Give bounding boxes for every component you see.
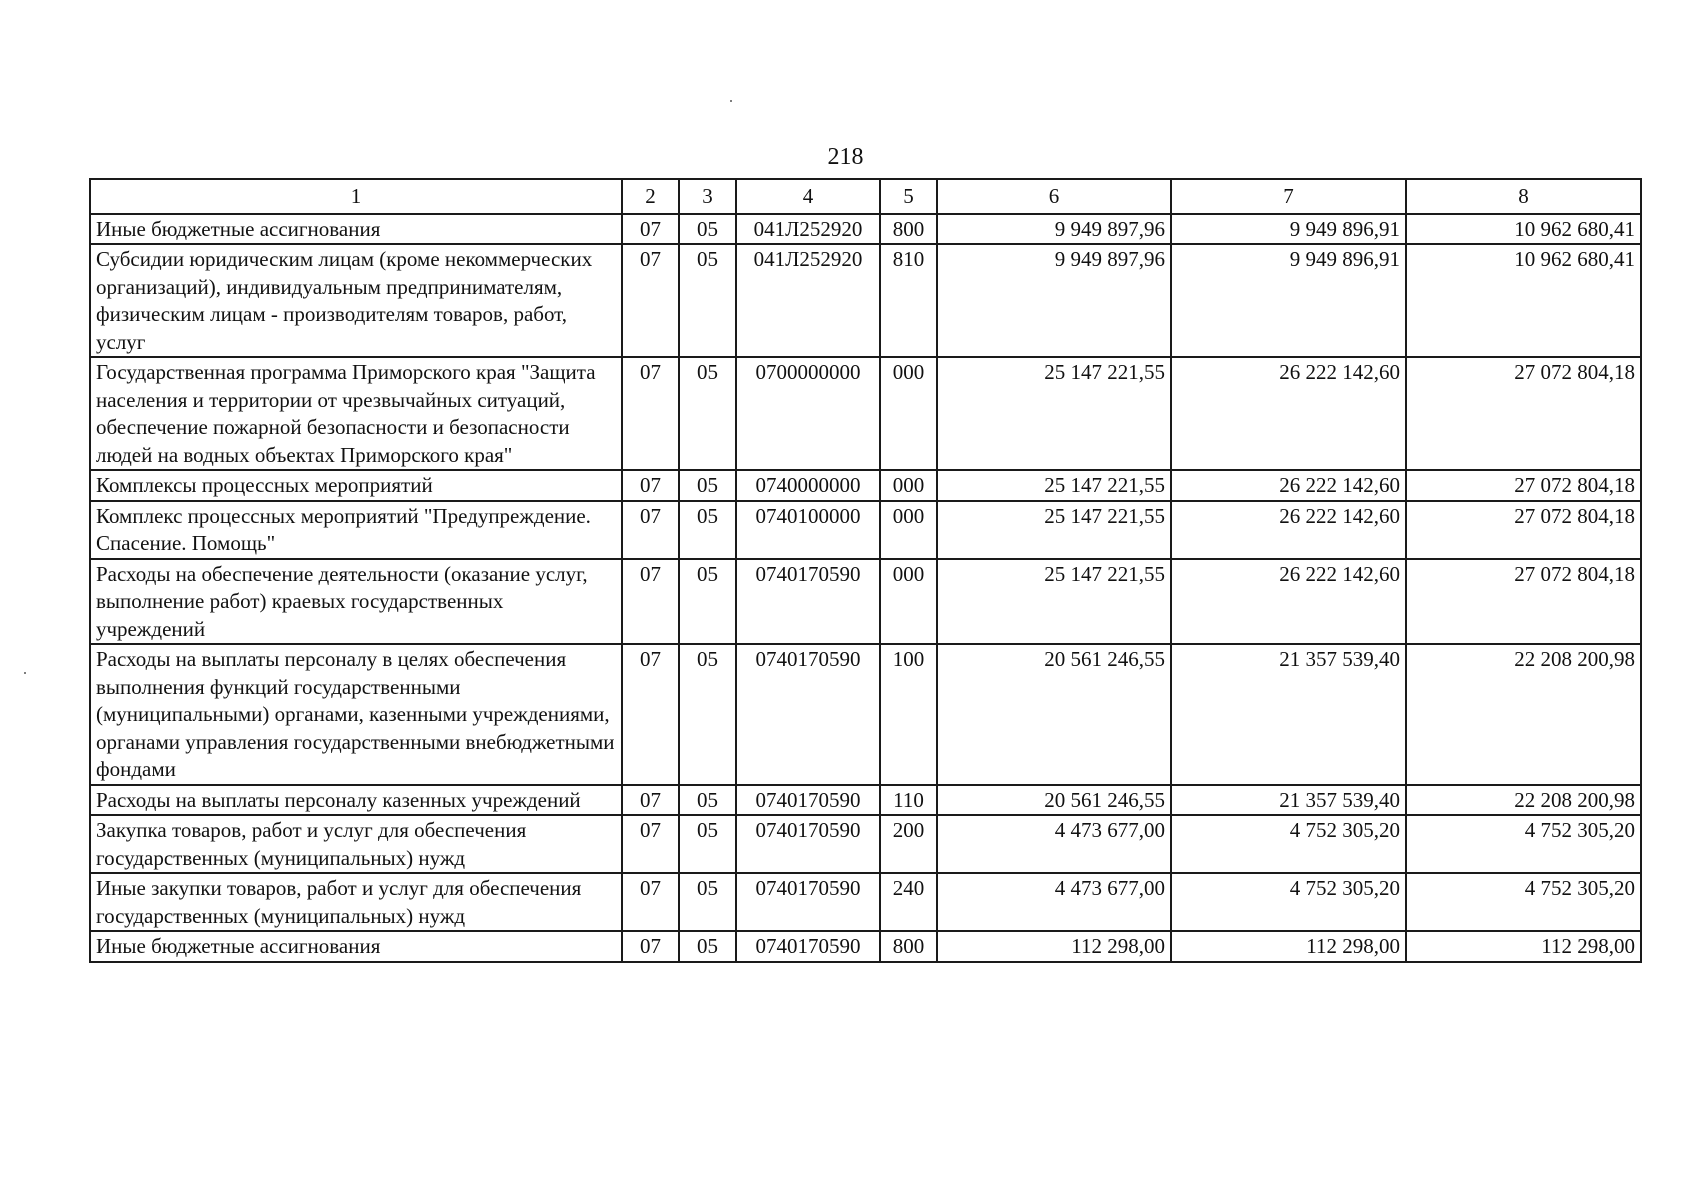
amount-col6: 4 473 677,00 [937, 873, 1171, 931]
amount-col8: 27 072 804,18 [1406, 501, 1641, 559]
section-code: 07 [622, 931, 679, 962]
expense-type-code: 200 [880, 815, 937, 873]
column-number: 8 [1406, 179, 1641, 214]
expense-name: Комплексы процессных мероприятий [90, 470, 622, 501]
section-code: 07 [622, 501, 679, 559]
section-code: 07 [622, 873, 679, 931]
amount-col6: 112 298,00 [937, 931, 1171, 962]
expense-name: Иные бюджетные ассигнования [90, 931, 622, 962]
table-row [90, 244, 1641, 357]
subsection-code: 05 [679, 785, 736, 816]
target-article-code: 0740170590 [736, 785, 880, 816]
table-row [90, 501, 1641, 559]
column-number: 7 [1171, 179, 1406, 214]
table-row [90, 644, 1641, 785]
scan-speck [730, 100, 732, 102]
table-row [90, 470, 1641, 501]
amount-col7: 9 949 896,91 [1171, 244, 1406, 357]
amount-col8: 10 962 680,41 [1406, 244, 1641, 357]
target-article-code: 0700000000 [736, 357, 880, 470]
expense-type-code: 000 [880, 357, 937, 470]
target-article-code: 0740000000 [736, 470, 880, 501]
amount-col6: 25 147 221,55 [937, 470, 1171, 501]
section-code: 07 [622, 785, 679, 816]
subsection-code: 05 [679, 244, 736, 357]
amount-col7: 26 222 142,60 [1171, 501, 1406, 559]
amount-col8: 27 072 804,18 [1406, 357, 1641, 470]
expense-type-code: 110 [880, 785, 937, 816]
subsection-code: 05 [679, 501, 736, 559]
section-code: 07 [622, 357, 679, 470]
amount-col6: 25 147 221,55 [937, 501, 1171, 559]
amount-col6: 25 147 221,55 [937, 559, 1171, 645]
page-number: 218 [827, 144, 864, 170]
scan-speck [24, 672, 26, 674]
expense-name: Расходы на выплаты персоналу казенных учреждений [90, 785, 622, 816]
amount-col8: 22 208 200,98 [1406, 785, 1641, 816]
budget-table [89, 178, 1642, 963]
expense-type-code: 240 [880, 873, 937, 931]
amount-col7: 4 752 305,20 [1171, 873, 1406, 931]
table-row [90, 357, 1641, 470]
subsection-code: 05 [679, 470, 736, 501]
amount-col7: 26 222 142,60 [1171, 470, 1406, 501]
section-code: 07 [622, 815, 679, 873]
subsection-code: 05 [679, 357, 736, 470]
column-number-row [90, 179, 1641, 214]
target-article-code: 041Л252920 [736, 214, 880, 245]
target-article-code: 0740170590 [736, 873, 880, 931]
target-article-code: 0740170590 [736, 644, 880, 785]
expense-type-code: 000 [880, 470, 937, 501]
amount-col6: 25 147 221,55 [937, 357, 1171, 470]
amount-col7: 9 949 896,91 [1171, 214, 1406, 245]
expense-name: Расходы на выплаты персоналу в целях обеспечения выполнения функций государственными (муниципальными) органами, казенными учреждениями, органами управления государственными внебюджетными фондами [90, 644, 622, 785]
amount-col7: 112 298,00 [1171, 931, 1406, 962]
table-row [90, 873, 1641, 931]
amount-col8: 22 208 200,98 [1406, 644, 1641, 785]
expense-type-code: 800 [880, 214, 937, 245]
column-number: 5 [880, 179, 937, 214]
amount-col8: 27 072 804,18 [1406, 470, 1641, 501]
target-article-code: 041Л252920 [736, 244, 880, 357]
subsection-code: 05 [679, 873, 736, 931]
amount-col8: 27 072 804,18 [1406, 559, 1641, 645]
expense-name: Закупка товаров, работ и услуг для обеспечения государственных (муниципальных) нужд [90, 815, 622, 873]
amount-col6: 9 949 897,96 [937, 244, 1171, 357]
column-number: 4 [736, 179, 880, 214]
subsection-code: 05 [679, 559, 736, 645]
table-row [90, 214, 1641, 245]
section-code: 07 [622, 214, 679, 245]
table-row [90, 931, 1641, 962]
table-row [90, 559, 1641, 645]
section-code: 07 [622, 244, 679, 357]
expense-type-code: 800 [880, 931, 937, 962]
expense-name: Комплекс процессных мероприятий "Предупреждение. Спасение. Помощь" [90, 501, 622, 559]
amount-col6: 9 949 897,96 [937, 214, 1171, 245]
expense-name: Расходы на обеспечение деятельности (оказание услуг, выполнение работ) краевых государственных учреждений [90, 559, 622, 645]
section-code: 07 [622, 644, 679, 785]
target-article-code: 0740170590 [736, 815, 880, 873]
expense-type-code: 810 [880, 244, 937, 357]
amount-col8: 112 298,00 [1406, 931, 1641, 962]
amount-col6: 20 561 246,55 [937, 785, 1171, 816]
table-row [90, 815, 1641, 873]
amount-col6: 4 473 677,00 [937, 815, 1171, 873]
amount-col8: 10 962 680,41 [1406, 214, 1641, 245]
subsection-code: 05 [679, 931, 736, 962]
amount-col8: 4 752 305,20 [1406, 873, 1641, 931]
section-code: 07 [622, 470, 679, 501]
amount-col7: 26 222 142,60 [1171, 559, 1406, 645]
expense-name: Иные закупки товаров, работ и услуг для обеспечения государственных (муниципальных) нужд [90, 873, 622, 931]
column-number: 1 [90, 179, 622, 214]
expense-type-code: 000 [880, 501, 937, 559]
amount-col7: 4 752 305,20 [1171, 815, 1406, 873]
amount-col7: 26 222 142,60 [1171, 357, 1406, 470]
expense-name: Иные бюджетные ассигнования [90, 214, 622, 245]
table-row [90, 785, 1641, 816]
section-code: 07 [622, 559, 679, 645]
target-article-code: 0740170590 [736, 559, 880, 645]
amount-col6: 20 561 246,55 [937, 644, 1171, 785]
subsection-code: 05 [679, 644, 736, 785]
amount-col7: 21 357 539,40 [1171, 644, 1406, 785]
subsection-code: 05 [679, 815, 736, 873]
target-article-code: 0740170590 [736, 931, 880, 962]
expense-type-code: 100 [880, 644, 937, 785]
expense-type-code: 000 [880, 559, 937, 645]
column-number: 3 [679, 179, 736, 214]
expense-name: Государственная программа Приморского края "Защита населения и территории от чрезвычайных ситуаций, обеспечение пожарной безопасности и безопасности людей на водных объектах Приморского края" [90, 357, 622, 470]
column-number: 2 [622, 179, 679, 214]
column-number: 6 [937, 179, 1171, 214]
subsection-code: 05 [679, 214, 736, 245]
amount-col7: 21 357 539,40 [1171, 785, 1406, 816]
expense-name: Субсидии юридическим лицам (кроме некоммерческих организаций), индивидуальным предпринимателям, физическим лицам - производителям товаров, работ, услуг [90, 244, 622, 357]
amount-col8: 4 752 305,20 [1406, 815, 1641, 873]
target-article-code: 0740100000 [736, 501, 880, 559]
